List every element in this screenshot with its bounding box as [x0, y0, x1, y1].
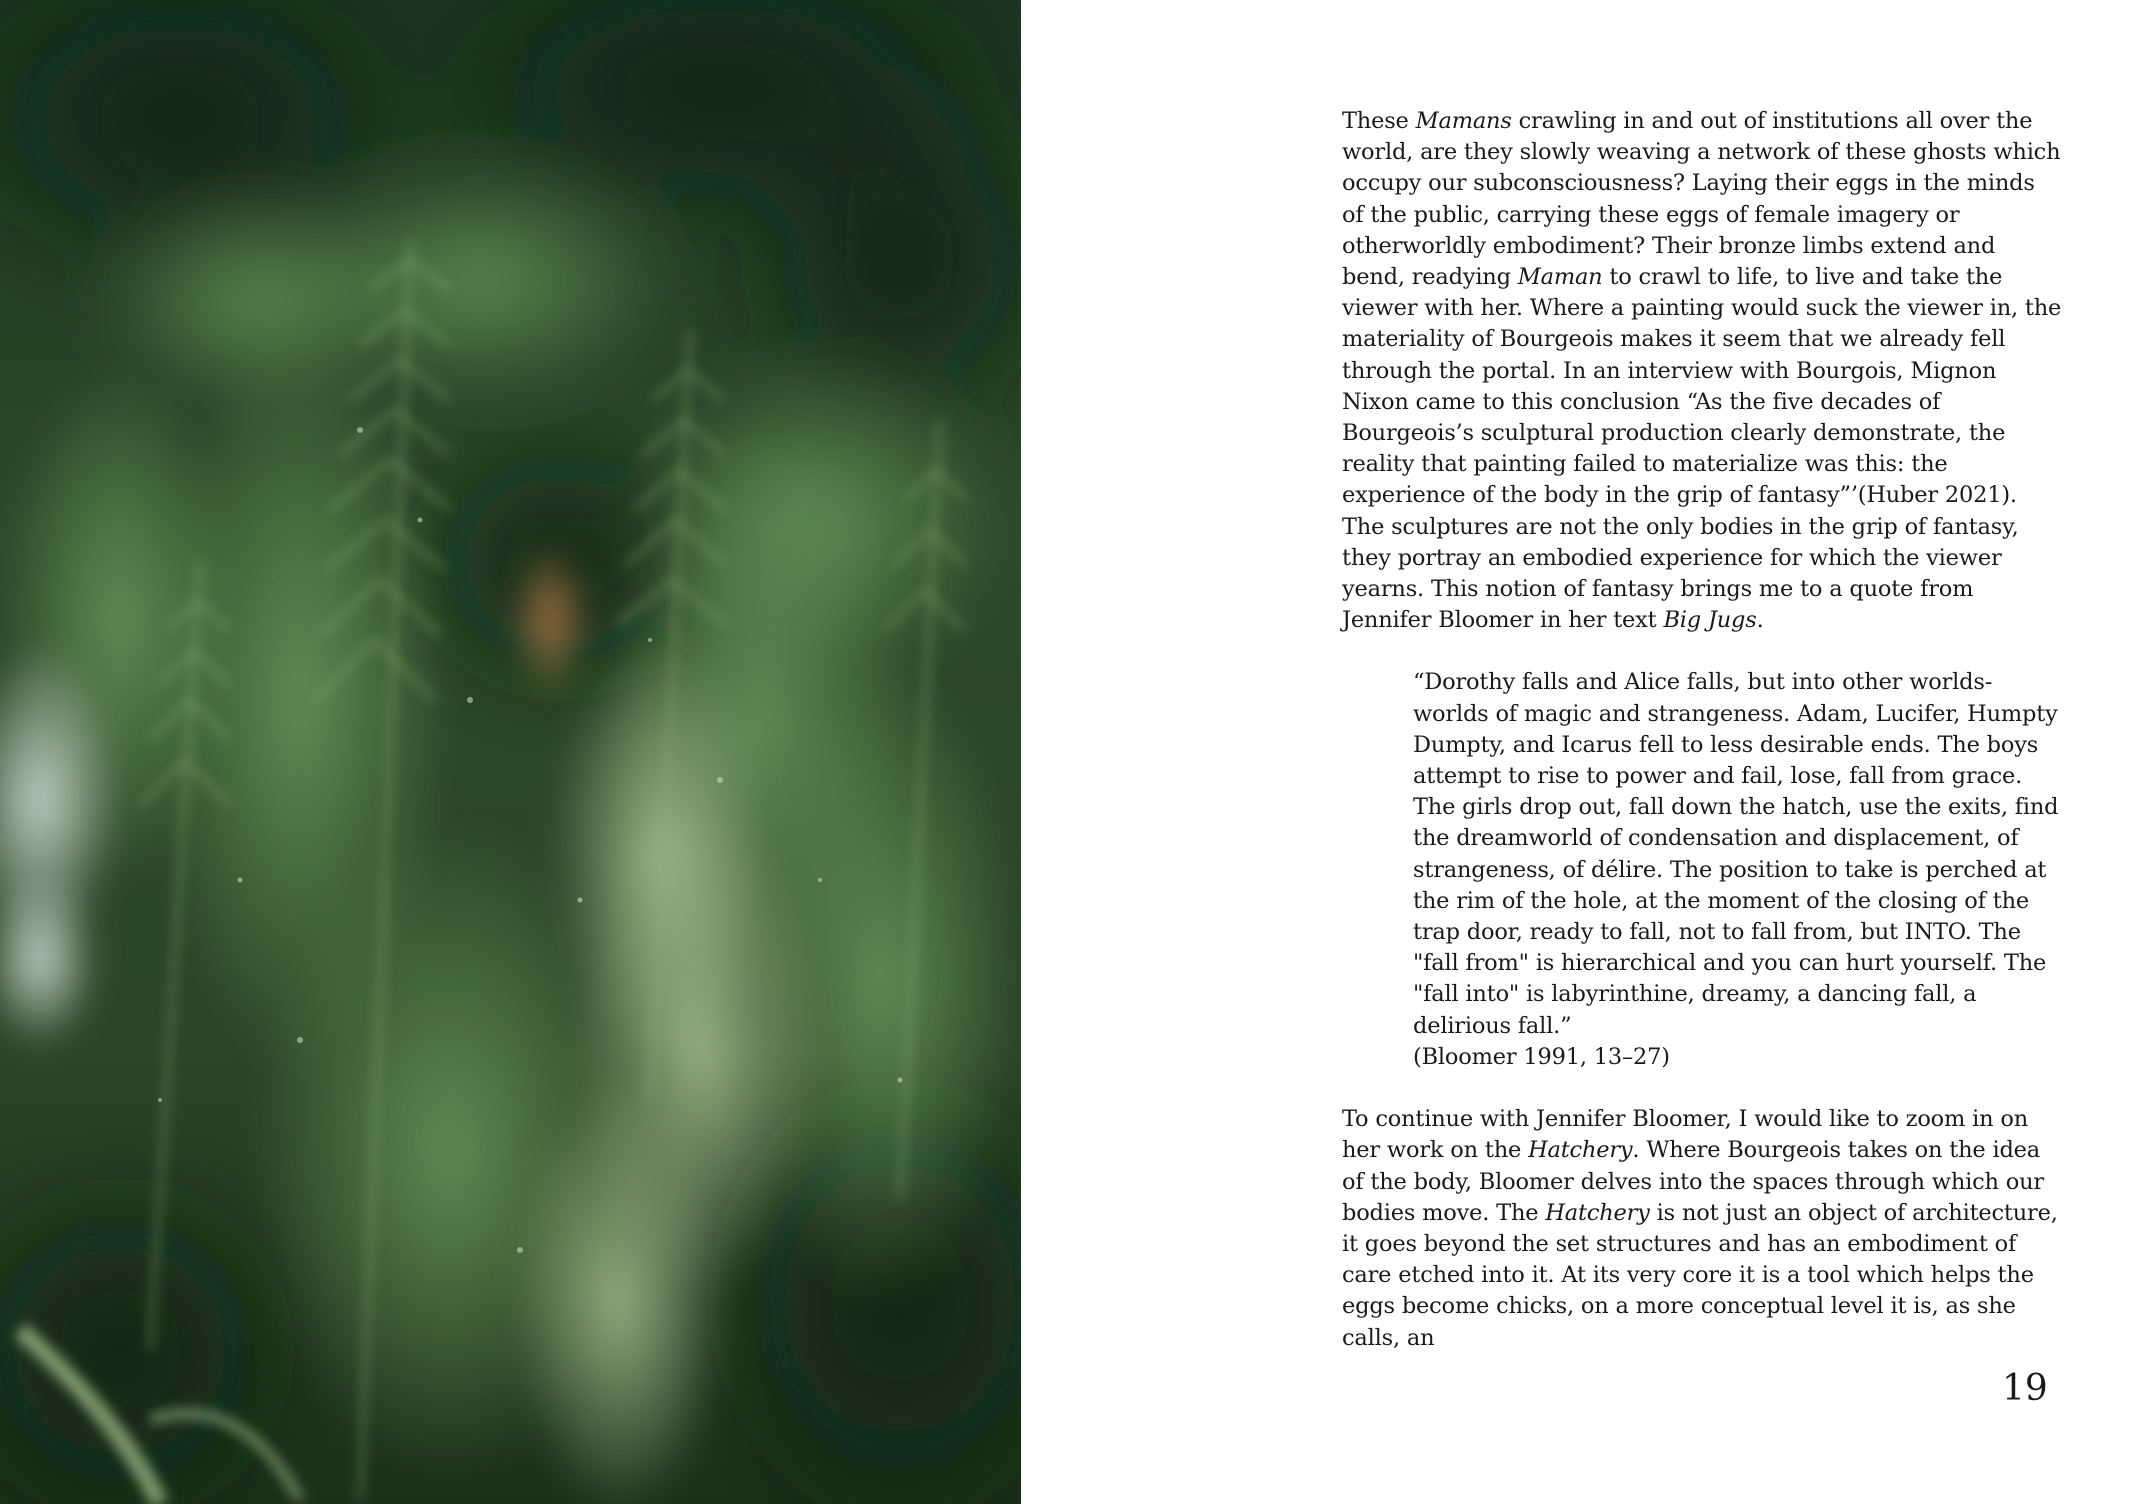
- foliage-photo: [0, 0, 1021, 1504]
- page-number: 19: [2002, 1368, 2048, 1409]
- body-text: [1342, 106, 2062, 1354]
- text-run: to crawl to life, to live and take the viewer with her. Where a painting would suck the viewer in, the materiality of Bourgeois makes it seem that we already fell through the portal. In an interview with Bourgois, Mignon Nixon came to this conclusion “As the five decades of Bourgeois’s sculptural production clearly demonstrate, the reality that painting failed to materialize was this: the experience of the body in the grip of fantasy”’(Huber 2021). The sculptures are not the only bodies in the grip of fantasy, they portray an embodied experience for which the viewer yearns. This notion of fantasy brings me to a quote from Jennifer Bloomer in her text: [1342, 264, 2062, 634]
- text-run: These: [1342, 108, 1416, 134]
- italic-run: Hatchery: [1528, 1137, 1633, 1164]
- text-run: “Dorothy falls and Alice falls, but into other worlds-worlds of magic and strangeness. Adam, Lucifer, Humpty Dumpty, and Icarus fell to less desirable ends. The boys attempt to rise to power and fail, lose, fall from grace. The girls drop out, fall down the hatch, use the exits, find the dreamworld of condensation and displacement, of strangeness, of délire. The position to take is perched at the rim of the hole, at the moment of the closing of the trap door, ready to fall, not to fall from, but INTO. The "fall from" is hierarchical and you can hurt yourself. The "fall into" is labyrinthine, dreamy, a dancing fall, a delirious fall.”: [1413, 669, 2059, 1039]
- paragraph-2: [1342, 1104, 2062, 1354]
- italic-run: Big Jugs: [1663, 607, 1757, 634]
- text-run: .: [1756, 607, 1764, 634]
- text-run: . Where Bourgeois takes on the idea of the body, Bloomer delves into the spaces through which our bodies move. The: [1342, 1137, 2044, 1226]
- quote-citation: (Bloomer 1991, 13–27): [1413, 1043, 1670, 1070]
- foliage-photo-image: [0, 0, 1021, 1504]
- text-run: To continue with Jennifer Bloomer, I would like to zoom in on her work on the: [1342, 1106, 2028, 1164]
- block-quote: [1413, 667, 2063, 1041]
- paragraph-spacer: [1342, 636, 2062, 667]
- italic-run: Hatchery: [1545, 1199, 1650, 1226]
- paragraph-1: [1342, 106, 2062, 636]
- paragraph-spacer: [1342, 1073, 2062, 1104]
- text-run: crawling in and out of institutions all over the world, are they slowly weaving a network of these ghosts which occupy our subconsciousness? Laying their eggs in the minds of the public, carrying these eggs of female imagery or otherworldly embodiment? Their bronze limbs extend and bend, readying: [1342, 108, 2061, 291]
- italic-run: Maman: [1517, 264, 1603, 291]
- text-run: is not just an object of architecture, it goes beyond the set structures and has an embodiment of care etched into it. At its very core it is a tool which helps the eggs become chicks, on a more conceptual level it is, as she calls, an: [1342, 1199, 2058, 1351]
- italic-run: Mamans: [1415, 108, 1512, 134]
